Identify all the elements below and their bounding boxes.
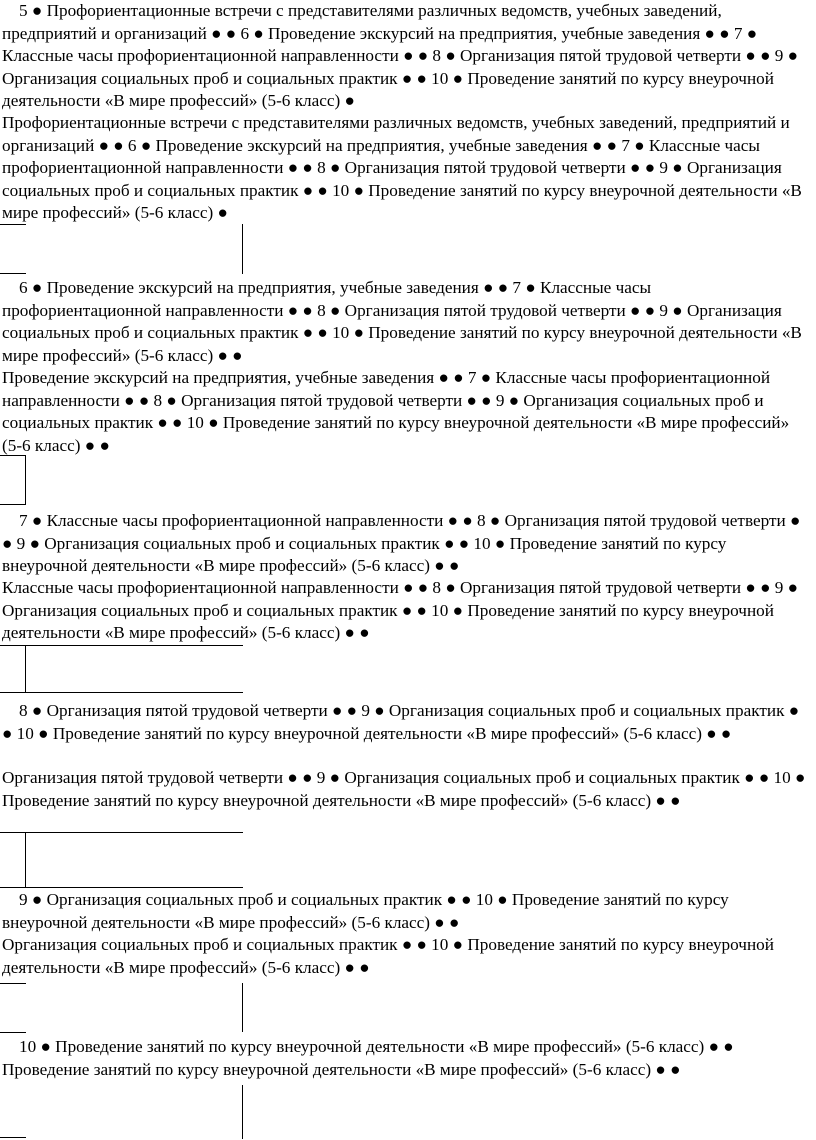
table-rule [25, 832, 26, 887]
item-10-body-text: Проведение занятий по курсу внеурочной деятельности «В мире профессий» (5-6 класс) ● ● [2, 1060, 681, 1079]
item-9-heading-text: 9 ● Организация социальных проб и социальных практик ● ● 10 ● Проведение занятий по курсу внеурочной деятельности «В мире профессий» (5-6 класс) ● ● [2, 890, 729, 932]
table-rule [0, 983, 26, 984]
table-rule [0, 1137, 26, 1138]
table-rule [0, 1032, 26, 1033]
table-rule [0, 692, 243, 693]
table-rule [0, 832, 243, 833]
table-rule [242, 224, 243, 274]
item-6-heading-text: 6 ● Проведение экскурсий на предприятия, учебные заведения ● ● 7 ● Классные часы профориентационной направленности ● ● 8 ● Организация пятой трудовой четверти ● ● 9 ● Организация социальных проб и социальных практик ● ● 10 ● Проведение занятий по курсу внеурочной деятельности «В мире профессий» (5-6 класс) ● ● [2, 278, 802, 365]
table-rule [242, 983, 243, 1032]
table-rule [25, 645, 26, 692]
item-7-body-text: Классные часы профориентационной направленности ● ● 8 ● Организация пятой трудовой четверти ● ● 9 ● Организация социальных проб и социальных практик ● ● 10 ● Проведение занятий по курсу внеурочной деятельности «В мире профессий» (5-6 класс) ● ● [2, 578, 799, 643]
item-9-body-text: Организация социальных проб и социальных практик ● ● 10 ● Проведение занятий по курсу внеурочной деятельности «В мире профессий» (5-6 класс) ● ● [2, 935, 774, 977]
table-rule [25, 455, 26, 504]
item-5-heading-text: 5 ● Профориентационные встречи с представителями различных ведомств, учебных заведений, предприятий и организаций ● ● 6 ● Проведение экскурсий на предприятия, учебные заведения ● ● 7 ● Классные часы профориентационной направленности ● ● 8 ● Организация пятой трудовой четверти ● ● 9 ● Организация социальных проб и социальных практик ● ● 10 ● Проведение занятий по курсу внеурочной деятельности «В мире профессий» (5-6 класс) ● [2, 1, 799, 111]
item-5-body-text: Профориентационные встречи с представителями различных ведомств, учебных заведений, предприятий и организаций ● ● 6 ● Проведение экскурсий на предприятия, учебные заведения ● ● 7 ● Классные часы профориентационной направленности ● ● 8 ● Организация пятой трудовой четверти ● ● 9 ● Организация социальных проб и социальных практик ● ● 10 ● Проведение занятий по курсу внеурочной деятельности «В мире профессий» (5-6 класс) ● [2, 113, 802, 223]
item-8-heading-text: 8 ● Организация пятой трудовой четверти ● ● 9 ● Организация социальных проб и социальных практик ● ● 10 ● Проведение занятий по курсу внеурочной деятельности «В мире профессий» (5-6 класс) ● ● [2, 701, 800, 743]
table-rule [0, 504, 26, 505]
item-7-heading-text: 7 ● Классные часы профориентационной направленности ● ● 8 ● Организация пятой трудовой четверти ● ● 9 ● Организация социальных проб и социальных практик ● ● 10 ● Проведение занятий по курсу внеурочной деятельности «В мире профессий» (5-6 класс) ● ● [2, 511, 801, 576]
item-6-body-text: Проведение экскурсий на предприятия, учебные заведения ● ● 7 ● Классные часы профориентационной направленности ● ● 8 ● Организация пятой трудовой четверти ● ● 9 ● Организация социальных проб и социальных практик ● ● 10 ● Проведение занятий по курсу внеурочной деятельности «В мире профессий» (5-6 класс) ● ● [2, 368, 790, 455]
table-rule [0, 645, 243, 646]
table-rule [0, 887, 243, 888]
table-rule [0, 273, 26, 274]
table-rule [0, 455, 26, 456]
table-rule [242, 1085, 243, 1139]
item-8-body-text: Организация пятой трудовой четверти ● ● 9 ● Организация социальных проб и социальных практик ● ● 10 ● Проведение занятий по курсу внеурочной деятельности «В мире профессий» (5-6 класс) ● ● [2, 768, 806, 810]
item-10-heading-text: 10 ● Проведение занятий по курсу внеурочной деятельности «В мире профессий» (5-6 класс) ● ● [19, 1037, 734, 1056]
table-rule [0, 224, 26, 225]
